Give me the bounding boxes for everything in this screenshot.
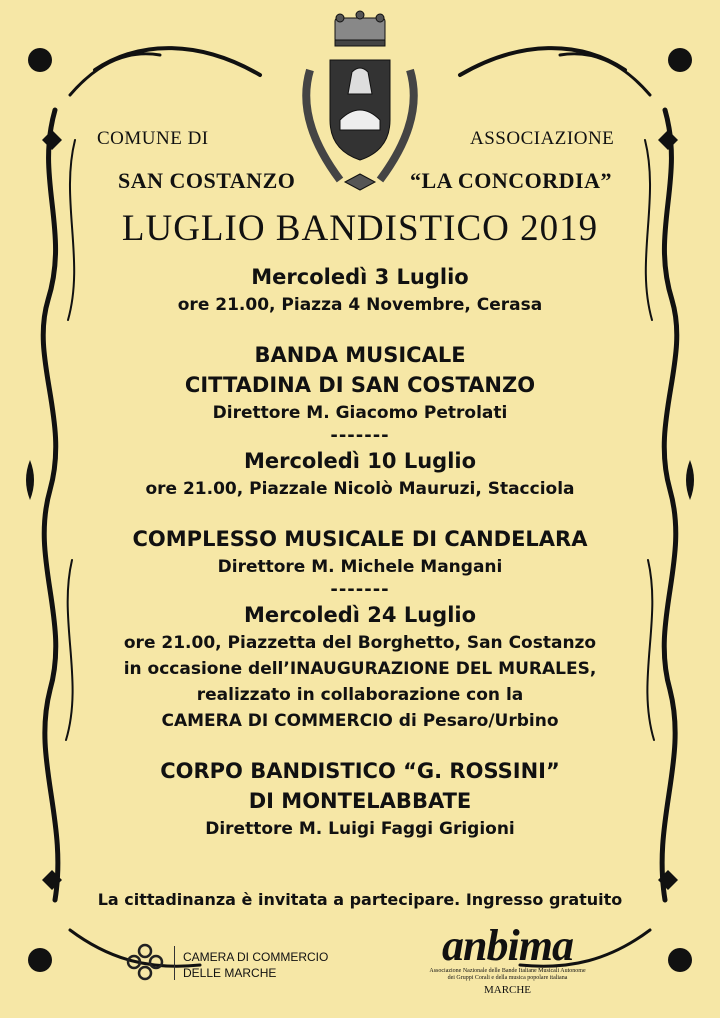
anbima-logo [420, 921, 595, 996]
camera-commercio-label [183, 949, 328, 981]
logo-divider [174, 946, 175, 980]
anbima-wordmark: anbima [442, 921, 573, 970]
header-right-line1: ASSOCIAZIONE [470, 128, 615, 149]
anbima-region: MARCHE [483, 984, 532, 996]
event-place: ore 21.00, Piazzale Nicolò Mauruzi, Stacciola [145, 479, 575, 499]
event-2 [60, 446, 660, 580]
separator: ------- [330, 425, 390, 446]
header-right-line2: “LA CONCORDIA” [410, 168, 612, 193]
coat-of-arms-emblem [290, 10, 430, 195]
separator: ------- [330, 579, 390, 600]
footer-note: La cittadinanza è invitata a partecipare. Ingresso gratuito [97, 890, 623, 909]
anbima-subtitle-2: dei Gruppi Corali e della musica popolare italiana [447, 975, 568, 981]
anbima-subtitle-1: Associazione Nazionale delle Bande Italiane Musicali Autonome [429, 968, 586, 974]
band-name: BANDA MUSICALE [254, 343, 466, 367]
camera-line1: CAMERA DI COMMERCIO [183, 950, 329, 964]
band-name: CORPO BANDISTICO “G. ROSSINI” [160, 759, 560, 783]
band-name: COMPLESSO MUSICALE DI CANDELARA [132, 527, 588, 551]
program-list [60, 262, 660, 842]
header-left-line2: SAN COSTANZO [118, 168, 296, 193]
event-director: Direttore M. Michele Mangani [217, 557, 503, 577]
event-date: Mercoledì 10 Luglio [243, 449, 477, 473]
camera-line2: DELLE MARCHE [183, 966, 277, 980]
event-note: CAMERA DI COMMERCIO di Pesaro/Urbino [161, 711, 559, 731]
event-date: Mercoledì 24 Luglio [243, 603, 477, 627]
event-director: Direttore M. Giacomo Petrolati [212, 403, 508, 423]
event-place: ore 21.00, Piazzetta del Borghetto, San Costanzo [123, 633, 597, 653]
page-title: LUGLIO BANDISTICO 2019 [121, 208, 599, 249]
header-left-line1: COMUNE DI [97, 128, 209, 149]
event-note: realizzato in collaborazione con la [196, 685, 524, 705]
camera-commercio-logo-icon [125, 942, 165, 982]
band-name: CITTADINA DI SAN COSTANZO [184, 373, 536, 397]
event-place: ore 21.00, Piazza 4 Novembre, Cerasa [177, 295, 543, 315]
event-director: Direttore M. Luigi Faggi Grigioni [205, 819, 515, 839]
event-date: Mercoledì 3 Luglio [251, 265, 469, 289]
event-note: in occasione dell’INAUGURAZIONE DEL MURALES, [123, 659, 597, 679]
event-3 [60, 600, 660, 842]
event-1 [60, 262, 660, 426]
band-name: DI MONTELABBATE [248, 789, 472, 813]
